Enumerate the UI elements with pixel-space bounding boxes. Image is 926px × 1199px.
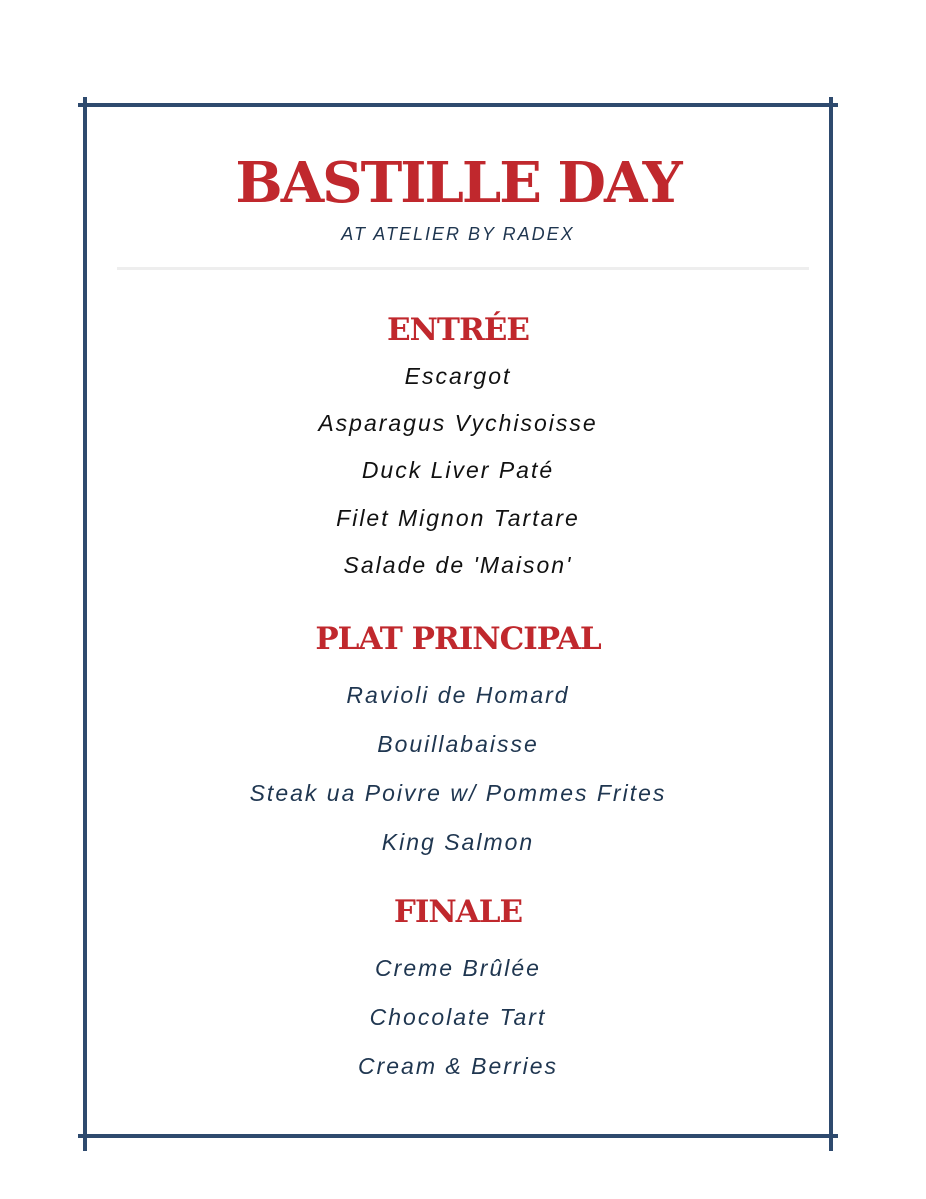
menu-item: Salade de 'Maison' [343,552,573,578]
menu-item: Duck Liver Paté [361,457,555,483]
frame-bottom-line [78,1134,838,1138]
menu-item: Cream & Berries [358,1053,558,1079]
menu-item: Ravioli de Homard [346,682,570,708]
frame-right-line [829,97,833,1151]
menu-item: Asparagus Vychisoisse [318,410,598,436]
section-heading-entree: ENTRÉE [386,312,530,348]
frame-top-line [78,103,838,107]
menu-subtitle: AT ATELIER BY RADEX [341,224,575,244]
menu-item: Filet Mignon Tartare [336,505,580,531]
menu-item: Bouillabaisse [377,731,539,757]
header-divider [117,267,809,270]
menu-item: King Salmon [381,829,535,855]
section-heading-finale: FINALE [393,894,523,930]
menu-item: Escargot [404,363,512,389]
menu-item: Creme Brûlée [375,955,541,981]
menu-title: BASTILLE DAY [235,150,681,216]
section-heading-plat-principal: PLAT PRINCIPAL [315,621,601,657]
menu-item: Chocolate Tart [369,1004,547,1030]
menu-item: Steak ua Poivre w/ Pommes Frites [249,780,667,806]
